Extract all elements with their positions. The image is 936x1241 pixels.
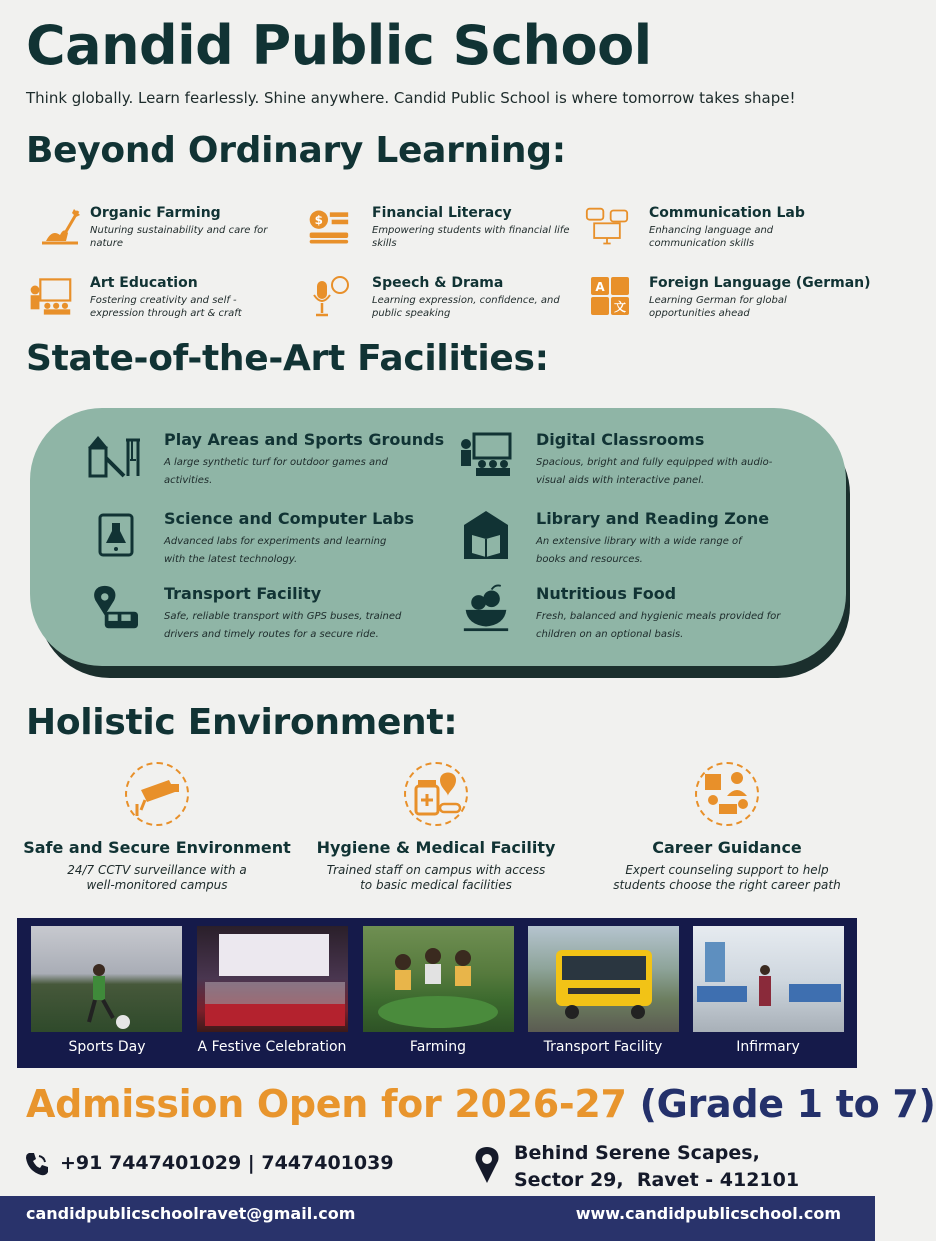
- classroom-icon: [458, 430, 514, 478]
- holistic-item-desc: students choose the right career path: [613, 878, 841, 892]
- footer-bar: [0, 1196, 875, 1241]
- address-line-2: Sector 29, Ravet - 412101: [514, 1169, 800, 1191]
- finance-icon: [306, 205, 350, 249]
- website-link[interactable]: www.candidpublicschool.com: [575, 1204, 841, 1223]
- holistic-item-hygiene-medical: [301, 762, 571, 893]
- lab-icon: [86, 509, 142, 557]
- address: [514, 1140, 799, 1194]
- beyond-item-speech-drama: [320, 275, 600, 335]
- beyond-item-foreign-language: [597, 275, 877, 335]
- photo-festive-celebration: [197, 926, 348, 1032]
- tagline: Think globally. Learn fearlessly. Shine anywhere. Candid Public School is where tomorrow takes shape!: [26, 89, 796, 107]
- holistic-item-title: Hygiene & Medical Facility: [316, 838, 556, 857]
- library-icon: [458, 509, 514, 557]
- photo-transport-facility: [528, 926, 679, 1032]
- svg-text:A: A: [595, 280, 605, 294]
- beyond-item-title: Foreign Language (German): [649, 275, 871, 291]
- career-icon: [695, 762, 759, 826]
- location-pin-icon: [472, 1146, 502, 1184]
- svg-text:$: $: [314, 213, 323, 228]
- beyond-item-title: Financial Literacy: [372, 205, 512, 221]
- facility-desc: Safe, reliable transport with GPS buses, trained drivers and timely routes for a secure ride.: [164, 611, 402, 640]
- beyond-item-communication-lab: [597, 205, 877, 265]
- facility-title: Digital Classrooms: [536, 430, 705, 449]
- beyond-item-organic-farming: [38, 205, 318, 265]
- admission-banner: [26, 1082, 936, 1126]
- cctv-icon: [125, 762, 189, 826]
- facilities-heading: State-of-the-Art Facilities:: [26, 338, 549, 379]
- farming-icon: [38, 205, 82, 249]
- facility-desc: Fresh, balanced and hygienic meals provided for children on an optional basis.: [536, 611, 781, 640]
- beyond-item-title: Art Education: [90, 275, 198, 291]
- phone-numbers[interactable]: +91 7447401029 | 7447401039: [60, 1152, 394, 1174]
- photo-infirmary: [693, 926, 844, 1032]
- caption-festive-celebration: A Festive Celebration: [197, 1039, 347, 1055]
- caption-farming: Farming: [409, 1039, 467, 1055]
- facility-title: Nutritious Food: [536, 584, 677, 603]
- translate-icon: [589, 275, 633, 319]
- holistic-item-desc: well-monitored campus: [86, 878, 228, 892]
- beyond-heading: Beyond Ordinary Learning:: [26, 130, 566, 171]
- phone-icon: [24, 1151, 50, 1177]
- beyond-item-title: Speech & Drama: [372, 275, 504, 291]
- facility-desc: An extensive library with a wide range of books and resources.: [536, 536, 742, 565]
- beyond-item-desc: Nuturing sustainability and care for nature: [90, 225, 268, 249]
- food-bowl-icon: [458, 584, 514, 632]
- holistic-item-safe-secure: [22, 762, 292, 893]
- holistic-item-desc: 24/7 CCTV surveillance with a: [67, 863, 247, 877]
- holistic-item-title: Safe and Secure Environment: [23, 838, 291, 857]
- facility-desc: Spacious, bright and fully equipped with audio-visual aids with interactive panel.: [536, 457, 773, 486]
- photo-gallery: [17, 918, 857, 1068]
- bus-location-icon: [86, 584, 142, 632]
- beyond-item-art-education: [38, 275, 318, 335]
- admission-grades: (Grade 1 to 7): [639, 1082, 936, 1126]
- medical-icon: [404, 762, 468, 826]
- holistic-item-desc: Trained staff on campus with access: [326, 863, 546, 877]
- holistic-heading: Holistic Environment:: [26, 702, 458, 743]
- beyond-item-title: Organic Farming: [90, 205, 221, 221]
- holistic-item-desc: Expert counseling support to help: [625, 863, 829, 877]
- beyond-item-desc: Empowering students with financial life skills: [372, 225, 570, 249]
- beyond-item-desc: Enhancing language and communication skills: [649, 225, 774, 249]
- school-name: Candid Public School: [26, 14, 652, 77]
- art-icon: [28, 275, 72, 319]
- svg-text:文: 文: [613, 300, 627, 314]
- holistic-item-career-guidance: [592, 762, 862, 893]
- facility-desc: A large synthetic turf for outdoor games and activities.: [164, 457, 388, 486]
- beyond-item-desc: Learning German for global opportunities ahead: [649, 295, 787, 319]
- beyond-item-desc: Fostering creativity and self - expression through art & craft: [90, 295, 242, 319]
- playground-icon: [86, 430, 142, 478]
- photo-farming: [363, 926, 514, 1032]
- admission-text: Admission Open for 2026-27: [26, 1082, 627, 1126]
- caption-infirmary: Infirmary: [736, 1039, 800, 1055]
- beyond-item-financial-literacy: [314, 205, 600, 265]
- email-link[interactable]: candidpublicschoolravet@gmail.com: [26, 1204, 356, 1223]
- caption-sports-day: Sports Day: [68, 1039, 146, 1055]
- facility-title: Transport Facility: [164, 584, 322, 603]
- facility-title: Science and Computer Labs: [164, 509, 415, 528]
- microphone-icon: [310, 275, 354, 319]
- facility-desc: Advanced labs for experiments and learning with the latest technology.: [164, 536, 387, 565]
- communication-icon: [585, 205, 629, 249]
- beyond-item-desc: Learning expression, confidence, and public speaking: [372, 295, 560, 319]
- facility-title: Library and Reading Zone: [536, 509, 770, 528]
- beyond-item-title: Communication Lab: [649, 205, 805, 221]
- address-line-1: Behind Serene Scapes,: [514, 1142, 760, 1164]
- facility-title: Play Areas and Sports Grounds: [164, 430, 445, 449]
- caption-transport-facility: Transport Facility: [543, 1039, 663, 1055]
- photo-sports-day: [31, 926, 182, 1032]
- holistic-item-desc: to basic medical facilities: [360, 878, 512, 892]
- holistic-item-title: Career Guidance: [652, 838, 802, 857]
